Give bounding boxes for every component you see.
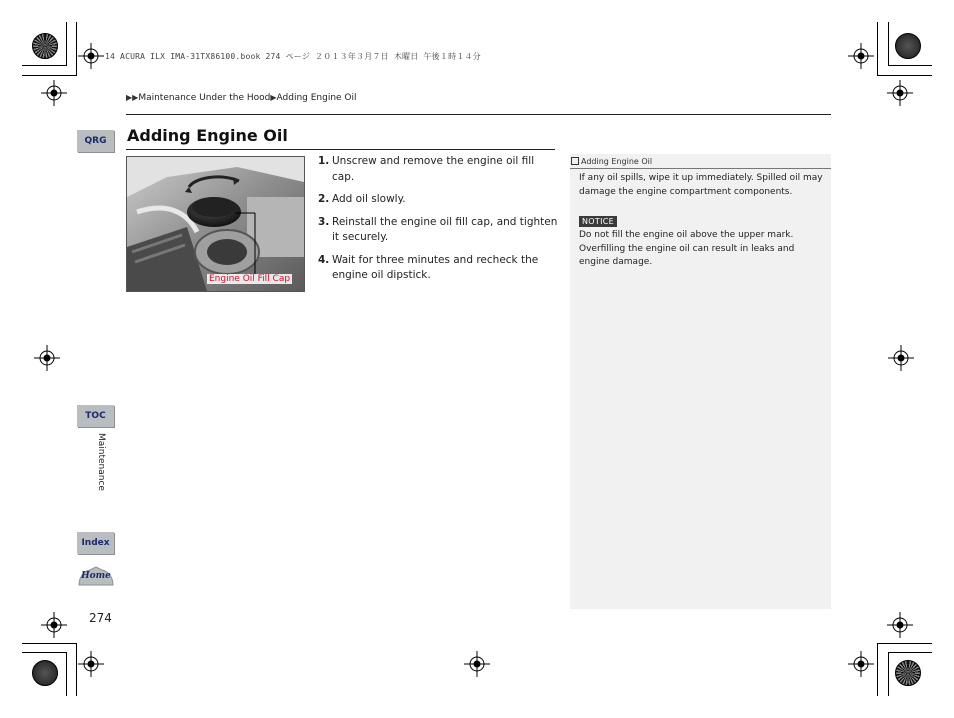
engine-bay-illustration — [127, 157, 304, 291]
breadcrumb — [126, 93, 357, 103]
page-title: Adding Engine Oil — [127, 126, 288, 145]
step-text: Reinstall the engine oil fill cap, and tighten it securely. — [332, 215, 558, 243]
registration-target-icon — [887, 80, 913, 106]
side-note-header — [570, 154, 831, 169]
step-item — [318, 215, 558, 246]
step-number: 2. — [318, 193, 330, 205]
home-label: Home — [81, 571, 111, 581]
registration-rosette-icon — [32, 33, 58, 59]
fill-cap-callout-label: Engine Oil Fill Cap — [209, 274, 291, 284]
registration-target-icon — [848, 651, 874, 677]
step-number: 3. — [318, 215, 330, 228]
caution-text: If any oil spills, wipe it up immediately. Spilled oil may damage the engine compartment components. — [579, 173, 823, 197]
registration-rosette-icon — [895, 33, 921, 59]
procedure-steps — [318, 154, 558, 291]
registration-rosette-icon — [895, 660, 921, 686]
step-text: Wait for three minutes and recheck the engine oil dipstick. — [332, 253, 539, 281]
side-note-title: Adding Engine Oil — [581, 156, 653, 166]
reference-box-icon — [571, 157, 579, 165]
header-divider — [126, 114, 831, 115]
index-button[interactable]: Index — [77, 532, 114, 554]
notice-text: Do not fill the engine oil above the upper mark. Overfilling the engine oil can result in leaks and engine damage. — [579, 230, 795, 267]
qrg-button[interactable]: QRG — [77, 130, 114, 152]
registration-target-icon — [888, 345, 914, 371]
step-number: 4. — [318, 253, 330, 266]
registration-target-icon — [78, 43, 104, 69]
title-divider — [126, 149, 555, 150]
notice-badge: NOTICE — [579, 216, 617, 227]
registration-target-icon — [78, 651, 104, 677]
breadcrumb-separator: ▶ — [270, 93, 277, 102]
print-header: 14 ACURA ILX IMA-31TX86100.book 274 ページ ２０１３年３月７日 木曜日 午後１時１４分 — [105, 52, 481, 61]
breadcrumb-arrow-icon: ▶▶ — [126, 93, 139, 102]
registration-target-icon — [34, 345, 60, 371]
step-item — [318, 192, 558, 208]
registration-rosette-icon — [32, 660, 58, 686]
breadcrumb-current: Adding Engine Oil — [276, 93, 357, 103]
step-number: 1. — [318, 155, 330, 167]
home-button[interactable] — [76, 565, 116, 589]
registration-target-icon — [41, 80, 67, 106]
toc-button[interactable]: TOC — [77, 405, 114, 427]
step-item — [318, 253, 558, 284]
registration-target-icon — [887, 612, 913, 638]
registration-target-icon — [848, 43, 874, 69]
registration-target-icon — [464, 651, 490, 677]
page-number: 274 — [89, 611, 112, 625]
step-text: Unscrew and remove the engine oil fill cap. — [332, 155, 535, 183]
breadcrumb-link-maintenance-under-hood[interactable]: Maintenance Under the Hood — [138, 93, 271, 103]
section-label: Maintenance — [96, 433, 106, 491]
step-item — [318, 154, 558, 185]
registration-target-icon — [41, 612, 67, 638]
step-text: Add oil slowly. — [332, 193, 406, 205]
engine-oil-fill-cap-photo — [126, 156, 305, 292]
